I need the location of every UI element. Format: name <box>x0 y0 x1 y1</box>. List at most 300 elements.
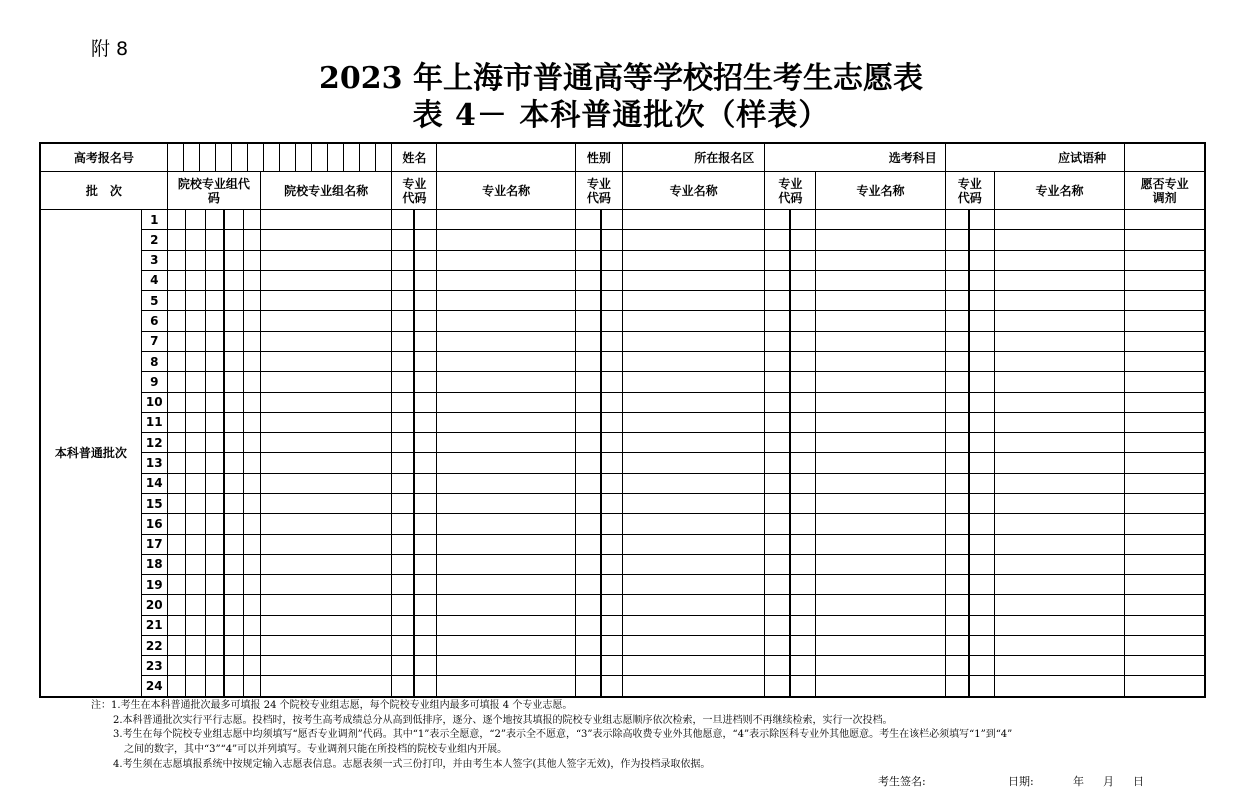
major-code-cell-1[interactable] <box>414 595 437 615</box>
major-name-cell-2[interactable] <box>622 311 764 331</box>
major-name-cell-2[interactable] <box>622 210 764 230</box>
major-name-cell-4[interactable] <box>994 453 1124 473</box>
major-code-cell-1[interactable] <box>414 392 437 412</box>
major-name-cell-3[interactable] <box>816 372 945 392</box>
major-code-cell-2[interactable] <box>575 230 601 250</box>
major-code-cell-4[interactable] <box>969 412 994 432</box>
major-code-cell-3[interactable] <box>790 514 816 534</box>
major-code-cell-1[interactable] <box>414 514 437 534</box>
group-code-digit-cell[interactable] <box>167 514 185 534</box>
major-code-cell-3[interactable] <box>790 534 816 554</box>
group-code-digit-cell[interactable] <box>205 392 224 412</box>
major-code-cell-2[interactable] <box>601 392 622 412</box>
major-code-cell-3[interactable] <box>765 210 790 230</box>
major-code-cell-4[interactable] <box>969 291 994 311</box>
group-code-digit-cell[interactable] <box>167 230 185 250</box>
major-code-cell-1[interactable] <box>414 433 437 453</box>
group-name-cell[interactable] <box>261 230 392 250</box>
group-name-cell[interactable] <box>261 351 392 371</box>
major-name-cell-3[interactable] <box>816 392 945 412</box>
major-code-cell-4[interactable] <box>969 635 994 655</box>
major-name-cell-3[interactable] <box>816 575 945 595</box>
group-code-digit-cell[interactable] <box>205 331 224 351</box>
group-code-digit-cell[interactable] <box>167 575 185 595</box>
group-name-cell[interactable] <box>261 412 392 432</box>
major-code-cell-4[interactable] <box>945 575 969 595</box>
group-code-digit-cell[interactable] <box>243 514 260 534</box>
exam-id-digit-box[interactable] <box>247 144 263 171</box>
major-code-cell-2[interactable] <box>575 372 601 392</box>
major-code-cell-1[interactable] <box>414 291 437 311</box>
major-code-cell-2[interactable] <box>575 250 601 270</box>
major-name-cell-3[interactable] <box>816 676 945 697</box>
group-name-cell[interactable] <box>261 210 392 230</box>
group-code-digit-cell[interactable] <box>185 514 205 534</box>
major-code-cell-4[interactable] <box>945 514 969 534</box>
major-code-cell-2[interactable] <box>601 250 622 270</box>
major-name-cell-2[interactable] <box>622 270 764 290</box>
adjust-cell[interactable] <box>1125 392 1205 412</box>
major-code-cell-3[interactable] <box>765 311 790 331</box>
major-name-cell-4[interactable] <box>994 270 1124 290</box>
major-code-cell-1[interactable] <box>414 635 437 655</box>
major-name-cell-4[interactable] <box>994 575 1124 595</box>
adjust-cell[interactable] <box>1125 230 1205 250</box>
major-name-cell-1[interactable] <box>437 230 575 250</box>
major-name-cell-3[interactable] <box>816 595 945 615</box>
major-name-cell-2[interactable] <box>622 575 764 595</box>
group-name-cell[interactable] <box>261 656 392 676</box>
adjust-cell[interactable] <box>1125 676 1205 697</box>
group-code-digit-cell[interactable] <box>243 351 260 371</box>
group-code-digit-cell[interactable] <box>167 210 185 230</box>
major-code-cell-2[interactable] <box>575 210 601 230</box>
major-code-cell-3[interactable] <box>765 291 790 311</box>
major-code-cell-2[interactable] <box>601 433 622 453</box>
major-code-cell-1[interactable] <box>392 676 414 697</box>
group-name-cell[interactable] <box>261 433 392 453</box>
group-code-digit-cell[interactable] <box>185 575 205 595</box>
major-code-cell-3[interactable] <box>765 473 790 493</box>
group-code-digit-cell[interactable] <box>205 270 224 290</box>
group-name-cell[interactable] <box>261 575 392 595</box>
major-code-cell-4[interactable] <box>969 392 994 412</box>
major-code-cell-2[interactable] <box>601 230 622 250</box>
group-code-digit-cell[interactable] <box>205 493 224 513</box>
major-name-cell-1[interactable] <box>437 473 575 493</box>
major-code-cell-4[interactable] <box>945 331 969 351</box>
major-code-cell-4[interactable] <box>945 595 969 615</box>
major-code-cell-1[interactable] <box>392 230 414 250</box>
major-name-cell-2[interactable] <box>622 534 764 554</box>
group-code-digit-cell[interactable] <box>185 656 205 676</box>
major-name-cell-4[interactable] <box>994 676 1124 697</box>
major-name-cell-3[interactable] <box>816 250 945 270</box>
major-code-cell-3[interactable] <box>790 291 816 311</box>
adjust-cell[interactable] <box>1125 250 1205 270</box>
major-code-cell-4[interactable] <box>945 534 969 554</box>
major-code-cell-2[interactable] <box>601 210 622 230</box>
group-code-digit-cell[interactable] <box>224 635 243 655</box>
major-name-cell-3[interactable] <box>816 473 945 493</box>
major-code-cell-1[interactable] <box>392 473 414 493</box>
major-code-cell-4[interactable] <box>945 311 969 331</box>
group-code-digit-cell[interactable] <box>167 635 185 655</box>
major-name-cell-2[interactable] <box>622 656 764 676</box>
major-code-cell-3[interactable] <box>765 351 790 371</box>
major-code-cell-3[interactable] <box>790 575 816 595</box>
major-code-cell-1[interactable] <box>414 331 437 351</box>
group-code-digit-cell[interactable] <box>185 615 205 635</box>
major-code-cell-4[interactable] <box>969 656 994 676</box>
group-code-digit-cell[interactable] <box>167 331 185 351</box>
group-code-digit-cell[interactable] <box>224 473 243 493</box>
district-input[interactable] <box>765 143 945 172</box>
major-name-cell-2[interactable] <box>622 493 764 513</box>
major-code-cell-4[interactable] <box>945 291 969 311</box>
major-name-cell-4[interactable] <box>994 595 1124 615</box>
group-code-digit-cell[interactable] <box>224 575 243 595</box>
adjust-cell[interactable] <box>1125 473 1205 493</box>
major-name-cell-2[interactable] <box>622 595 764 615</box>
adjust-cell[interactable] <box>1125 412 1205 432</box>
major-code-cell-4[interactable] <box>969 473 994 493</box>
major-name-cell-1[interactable] <box>437 433 575 453</box>
group-name-cell[interactable] <box>261 493 392 513</box>
major-code-cell-1[interactable] <box>392 311 414 331</box>
major-code-cell-1[interactable] <box>392 291 414 311</box>
major-code-cell-2[interactable] <box>575 534 601 554</box>
major-code-cell-2[interactable] <box>601 331 622 351</box>
major-code-cell-4[interactable] <box>945 412 969 432</box>
group-code-digit-cell[interactable] <box>167 372 185 392</box>
group-code-digit-cell[interactable] <box>224 351 243 371</box>
major-code-cell-4[interactable] <box>945 250 969 270</box>
group-code-digit-cell[interactable] <box>167 676 185 697</box>
group-code-digit-cell[interactable] <box>185 291 205 311</box>
major-name-cell-4[interactable] <box>994 372 1124 392</box>
group-code-digit-cell[interactable] <box>224 392 243 412</box>
major-code-cell-3[interactable] <box>790 230 816 250</box>
major-code-cell-2[interactable] <box>601 575 622 595</box>
group-code-digit-cell[interactable] <box>167 311 185 331</box>
major-code-cell-2[interactable] <box>575 635 601 655</box>
major-name-cell-3[interactable] <box>816 493 945 513</box>
major-code-cell-2[interactable] <box>575 514 601 534</box>
major-code-cell-3[interactable] <box>790 635 816 655</box>
major-code-cell-4[interactable] <box>969 534 994 554</box>
major-name-cell-4[interactable] <box>994 412 1124 432</box>
major-code-cell-4[interactable] <box>945 473 969 493</box>
major-name-cell-3[interactable] <box>816 351 945 371</box>
major-name-cell-1[interactable] <box>437 493 575 513</box>
adjust-cell[interactable] <box>1125 595 1205 615</box>
major-code-cell-1[interactable] <box>414 250 437 270</box>
major-code-cell-1[interactable] <box>392 595 414 615</box>
group-code-digit-cell[interactable] <box>185 534 205 554</box>
major-name-cell-1[interactable] <box>437 291 575 311</box>
group-code-digit-cell[interactable] <box>185 433 205 453</box>
major-name-cell-3[interactable] <box>816 635 945 655</box>
group-code-digit-cell[interactable] <box>243 291 260 311</box>
major-code-cell-1[interactable] <box>392 534 414 554</box>
major-name-cell-2[interactable] <box>622 250 764 270</box>
major-name-cell-3[interactable] <box>816 331 945 351</box>
exam-id-boxes[interactable] <box>167 143 392 172</box>
group-code-digit-cell[interactable] <box>224 230 243 250</box>
major-code-cell-2[interactable] <box>575 270 601 290</box>
major-code-cell-4[interactable] <box>969 514 994 534</box>
major-code-cell-4[interactable] <box>969 676 994 697</box>
major-code-cell-2[interactable] <box>575 351 601 371</box>
major-code-cell-2[interactable] <box>575 595 601 615</box>
exam-id-digit-box[interactable] <box>231 144 247 171</box>
major-code-cell-4[interactable] <box>945 656 969 676</box>
major-code-cell-3[interactable] <box>790 250 816 270</box>
major-name-cell-4[interactable] <box>994 514 1124 534</box>
group-code-digit-cell[interactable] <box>185 595 205 615</box>
major-name-cell-1[interactable] <box>437 392 575 412</box>
group-code-digit-cell[interactable] <box>167 534 185 554</box>
major-code-cell-3[interactable] <box>765 412 790 432</box>
major-code-cell-3[interactable] <box>790 676 816 697</box>
exam-id-digit-box[interactable] <box>263 144 279 171</box>
exam-id-digit-box[interactable] <box>215 144 231 171</box>
group-name-cell[interactable] <box>261 270 392 290</box>
major-code-cell-2[interactable] <box>575 493 601 513</box>
major-code-cell-4[interactable] <box>969 595 994 615</box>
major-code-cell-3[interactable] <box>765 433 790 453</box>
group-code-digit-cell[interactable] <box>243 473 260 493</box>
group-name-cell[interactable] <box>261 392 392 412</box>
major-code-cell-1[interactable] <box>414 372 437 392</box>
major-code-cell-4[interactable] <box>945 230 969 250</box>
major-code-cell-4[interactable] <box>969 331 994 351</box>
major-code-cell-2[interactable] <box>575 311 601 331</box>
group-code-digit-cell[interactable] <box>167 453 185 473</box>
group-code-digit-cell[interactable] <box>205 230 224 250</box>
group-code-digit-cell[interactable] <box>185 250 205 270</box>
group-code-digit-cell[interactable] <box>185 392 205 412</box>
major-name-cell-4[interactable] <box>994 210 1124 230</box>
adjust-cell[interactable] <box>1125 372 1205 392</box>
major-name-cell-4[interactable] <box>994 656 1124 676</box>
major-code-cell-2[interactable] <box>575 554 601 574</box>
group-code-digit-cell[interactable] <box>224 291 243 311</box>
group-code-digit-cell[interactable] <box>205 676 224 697</box>
group-code-digit-cell[interactable] <box>243 493 260 513</box>
major-code-cell-2[interactable] <box>575 331 601 351</box>
adjust-cell[interactable] <box>1125 453 1205 473</box>
group-code-digit-cell[interactable] <box>167 595 185 615</box>
group-code-digit-cell[interactable] <box>167 392 185 412</box>
group-code-digit-cell[interactable] <box>167 493 185 513</box>
major-code-cell-1[interactable] <box>392 372 414 392</box>
major-code-cell-1[interactable] <box>392 575 414 595</box>
group-code-digit-cell[interactable] <box>243 270 260 290</box>
major-code-cell-1[interactable] <box>414 311 437 331</box>
group-code-digit-cell[interactable] <box>243 433 260 453</box>
major-name-cell-3[interactable] <box>816 534 945 554</box>
major-code-cell-1[interactable] <box>392 351 414 371</box>
major-name-cell-4[interactable] <box>994 250 1124 270</box>
major-name-cell-1[interactable] <box>437 210 575 230</box>
major-code-cell-3[interactable] <box>790 656 816 676</box>
major-code-cell-2[interactable] <box>601 595 622 615</box>
adjust-cell[interactable] <box>1125 635 1205 655</box>
major-name-cell-4[interactable] <box>994 392 1124 412</box>
major-code-cell-1[interactable] <box>414 534 437 554</box>
major-name-cell-1[interactable] <box>437 311 575 331</box>
major-name-cell-1[interactable] <box>437 615 575 635</box>
major-name-cell-3[interactable] <box>816 615 945 635</box>
major-name-cell-4[interactable] <box>994 473 1124 493</box>
major-code-cell-3[interactable] <box>790 210 816 230</box>
major-code-cell-2[interactable] <box>601 676 622 697</box>
major-code-cell-3[interactable] <box>765 534 790 554</box>
major-name-cell-4[interactable] <box>994 615 1124 635</box>
group-name-cell[interactable] <box>261 372 392 392</box>
group-code-digit-cell[interactable] <box>243 230 260 250</box>
major-name-cell-2[interactable] <box>622 392 764 412</box>
major-name-cell-1[interactable] <box>437 270 575 290</box>
group-code-digit-cell[interactable] <box>205 534 224 554</box>
major-code-cell-4[interactable] <box>945 493 969 513</box>
major-code-cell-4[interactable] <box>969 575 994 595</box>
group-code-digit-cell[interactable] <box>205 575 224 595</box>
exam-id-digit-box[interactable] <box>311 144 327 171</box>
major-code-cell-1[interactable] <box>392 493 414 513</box>
exam-id-digit-box[interactable] <box>295 144 311 171</box>
major-code-cell-1[interactable] <box>392 412 414 432</box>
major-code-cell-4[interactable] <box>969 372 994 392</box>
exam-id-digit-box[interactable] <box>343 144 359 171</box>
adjust-cell[interactable] <box>1125 351 1205 371</box>
major-code-cell-2[interactable] <box>601 291 622 311</box>
group-name-cell[interactable] <box>261 595 392 615</box>
group-name-cell[interactable] <box>261 291 392 311</box>
subjects-input[interactable] <box>945 143 1124 172</box>
group-code-digit-cell[interactable] <box>243 331 260 351</box>
group-code-digit-cell[interactable] <box>167 250 185 270</box>
major-code-cell-3[interactable] <box>765 656 790 676</box>
major-code-cell-3[interactable] <box>790 270 816 290</box>
group-code-digit-cell[interactable] <box>205 473 224 493</box>
major-code-cell-4[interactable] <box>969 615 994 635</box>
group-code-digit-cell[interactable] <box>243 311 260 331</box>
major-code-cell-3[interactable] <box>790 392 816 412</box>
major-code-cell-1[interactable] <box>414 575 437 595</box>
major-code-cell-2[interactable] <box>601 372 622 392</box>
major-code-cell-3[interactable] <box>790 331 816 351</box>
major-code-cell-1[interactable] <box>414 351 437 371</box>
major-code-cell-1[interactable] <box>414 615 437 635</box>
group-code-digit-cell[interactable] <box>243 534 260 554</box>
major-code-cell-3[interactable] <box>765 635 790 655</box>
major-code-cell-2[interactable] <box>575 392 601 412</box>
group-code-digit-cell[interactable] <box>185 331 205 351</box>
group-code-digit-cell[interactable] <box>243 615 260 635</box>
group-name-cell[interactable] <box>261 453 392 473</box>
group-code-digit-cell[interactable] <box>167 412 185 432</box>
group-name-cell[interactable] <box>261 534 392 554</box>
major-code-cell-1[interactable] <box>414 554 437 574</box>
group-code-digit-cell[interactable] <box>205 554 224 574</box>
major-code-cell-4[interactable] <box>945 270 969 290</box>
group-code-digit-cell[interactable] <box>224 554 243 574</box>
major-name-cell-3[interactable] <box>816 554 945 574</box>
major-name-cell-3[interactable] <box>816 514 945 534</box>
major-code-cell-1[interactable] <box>392 514 414 534</box>
major-code-cell-4[interactable] <box>969 230 994 250</box>
group-code-digit-cell[interactable] <box>185 554 205 574</box>
major-code-cell-2[interactable] <box>575 433 601 453</box>
major-code-cell-3[interactable] <box>765 595 790 615</box>
major-code-cell-3[interactable] <box>790 453 816 473</box>
group-code-digit-cell[interactable] <box>167 473 185 493</box>
language-input[interactable] <box>1125 143 1205 172</box>
group-name-cell[interactable] <box>261 635 392 655</box>
major-name-cell-4[interactable] <box>994 311 1124 331</box>
group-code-digit-cell[interactable] <box>205 595 224 615</box>
major-code-cell-3[interactable] <box>765 453 790 473</box>
adjust-cell[interactable] <box>1125 291 1205 311</box>
adjust-cell[interactable] <box>1125 514 1205 534</box>
major-name-cell-4[interactable] <box>994 554 1124 574</box>
group-code-digit-cell[interactable] <box>224 514 243 534</box>
major-name-cell-3[interactable] <box>816 230 945 250</box>
major-code-cell-3[interactable] <box>765 676 790 697</box>
major-code-cell-1[interactable] <box>392 331 414 351</box>
major-name-cell-1[interactable] <box>437 453 575 473</box>
group-name-cell[interactable] <box>261 331 392 351</box>
group-code-digit-cell[interactable] <box>224 595 243 615</box>
major-code-cell-4[interactable] <box>945 615 969 635</box>
major-code-cell-3[interactable] <box>790 433 816 453</box>
major-code-cell-1[interactable] <box>392 656 414 676</box>
major-name-cell-1[interactable] <box>437 534 575 554</box>
major-name-cell-2[interactable] <box>622 473 764 493</box>
group-code-digit-cell[interactable] <box>224 270 243 290</box>
major-code-cell-1[interactable] <box>392 250 414 270</box>
major-code-cell-3[interactable] <box>790 493 816 513</box>
major-code-cell-4[interactable] <box>945 453 969 473</box>
group-code-digit-cell[interactable] <box>224 311 243 331</box>
major-name-cell-1[interactable] <box>437 575 575 595</box>
major-code-cell-1[interactable] <box>414 676 437 697</box>
major-name-cell-4[interactable] <box>994 493 1124 513</box>
group-code-digit-cell[interactable] <box>185 635 205 655</box>
major-code-cell-1[interactable] <box>414 656 437 676</box>
adjust-cell[interactable] <box>1125 311 1205 331</box>
group-code-digit-cell[interactable] <box>224 453 243 473</box>
group-code-digit-cell[interactable] <box>205 433 224 453</box>
group-code-digit-cell[interactable] <box>205 615 224 635</box>
group-code-digit-cell[interactable] <box>243 656 260 676</box>
group-name-cell[interactable] <box>261 676 392 697</box>
major-code-cell-1[interactable] <box>414 230 437 250</box>
group-code-digit-cell[interactable] <box>185 210 205 230</box>
group-code-digit-cell[interactable] <box>167 615 185 635</box>
major-code-cell-3[interactable] <box>765 514 790 534</box>
adjust-cell[interactable] <box>1125 615 1205 635</box>
major-code-cell-1[interactable] <box>392 433 414 453</box>
major-name-cell-4[interactable] <box>994 433 1124 453</box>
major-code-cell-2[interactable] <box>601 270 622 290</box>
major-code-cell-2[interactable] <box>575 575 601 595</box>
major-code-cell-1[interactable] <box>392 453 414 473</box>
group-code-digit-cell[interactable] <box>205 210 224 230</box>
